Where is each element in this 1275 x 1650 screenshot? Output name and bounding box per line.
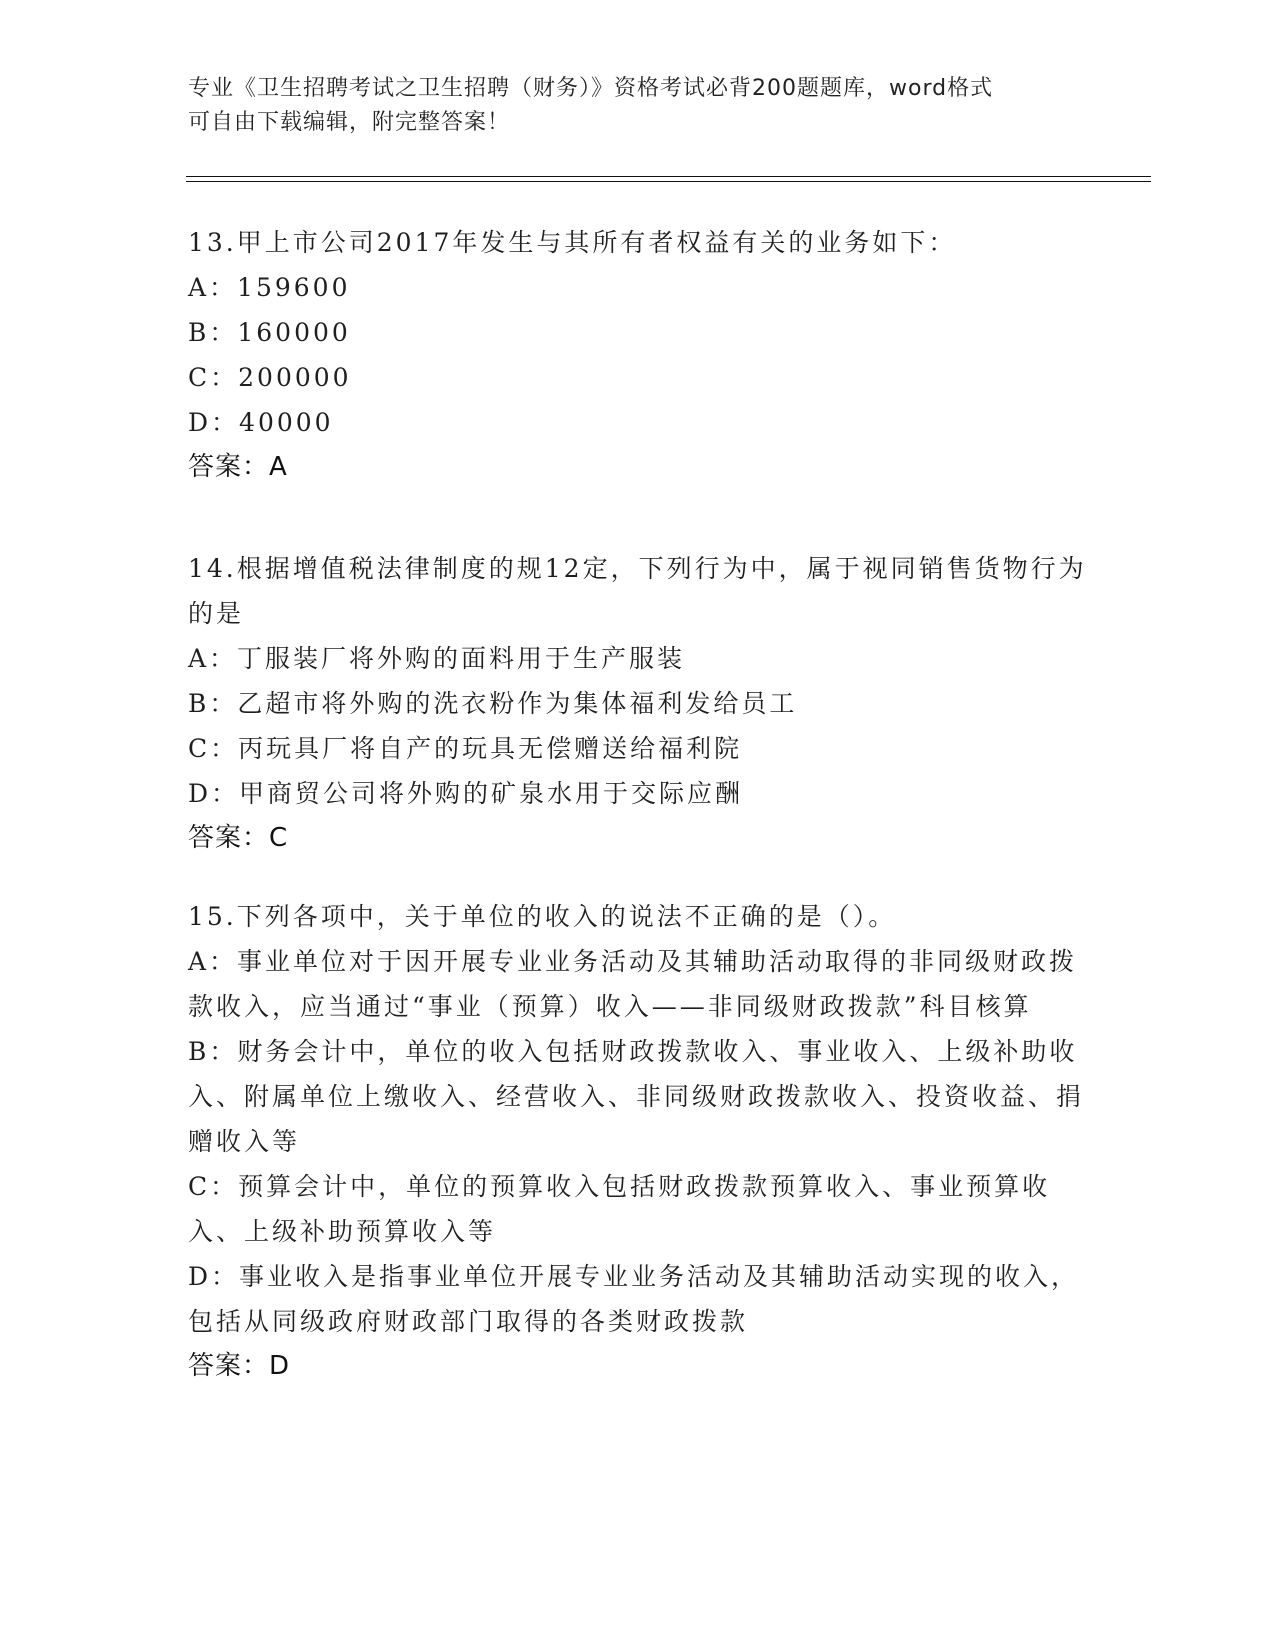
option-d: D：甲商贸公司将外购的矿泉水用于交际应酬: [188, 779, 744, 808]
question-15: [188, 894, 1088, 1389]
option-b: B：乙超市将外购的洗衣粉作为集体福利发给员工: [188, 689, 798, 718]
header-line-1: 专业《卫生招聘考试之卫生招聘（财务）》资格考试必背200题题库，word格式: [188, 76, 994, 101]
question-13: [188, 220, 1088, 490]
option-a: A：丁服装厂将外购的面料用于生产服装: [188, 644, 686, 673]
answer-label: 答案：D: [188, 1351, 291, 1381]
question-stem: 15.下列各项中，关于单位的收入的说法不正确的是（）。: [188, 902, 897, 931]
option-a: A：159600: [188, 273, 351, 302]
header-divider: [186, 176, 1151, 182]
option-d: D：40000: [188, 408, 334, 437]
option-c: C：200000: [188, 363, 352, 392]
option-b: B：160000: [188, 318, 351, 347]
option-c: C：预算会计中，单位的预算收入包括财政拨款预算收入、事业预算收入、上级补助预算收入等: [188, 1172, 1051, 1246]
question-14: [188, 546, 1088, 861]
option-d: D：事业收入是指事业单位开展专业业务活动及其辅助活动实现的收入，包括从同级政府财政部门取得的各类财政拨款: [188, 1262, 1080, 1336]
answer-label: 答案：C: [188, 823, 289, 853]
question-stem: 14.根据增值税法律制度的规12定，下列行为中，属于视同销售货物行为的是: [188, 554, 1087, 628]
answer-label: 答案：A: [188, 452, 288, 482]
header-line-2: 可自由下载编辑，附完整答案！: [188, 110, 511, 135]
option-c: C：丙玩具厂将自产的玩具无偿赠送给福利院: [188, 734, 743, 763]
option-b: B：财务会计中，单位的收入包括财政拨款收入、事业收入、上级补助收入、附属单位上缴收入、经营收入、非同级财政拨款收入、投资收益、捐赠收入等: [188, 1037, 1085, 1156]
document-header: [188, 72, 1068, 140]
question-stem: 13.甲上市公司2017年发生与其所有者权益有关的业务如下：: [188, 228, 957, 257]
option-a: A：事业单位对于因开展专业业务活动及其辅助活动取得的非同级财政拨款收入，应当通过“事业（预算）收入——非同级财政拨款”科目核算: [188, 947, 1078, 1021]
